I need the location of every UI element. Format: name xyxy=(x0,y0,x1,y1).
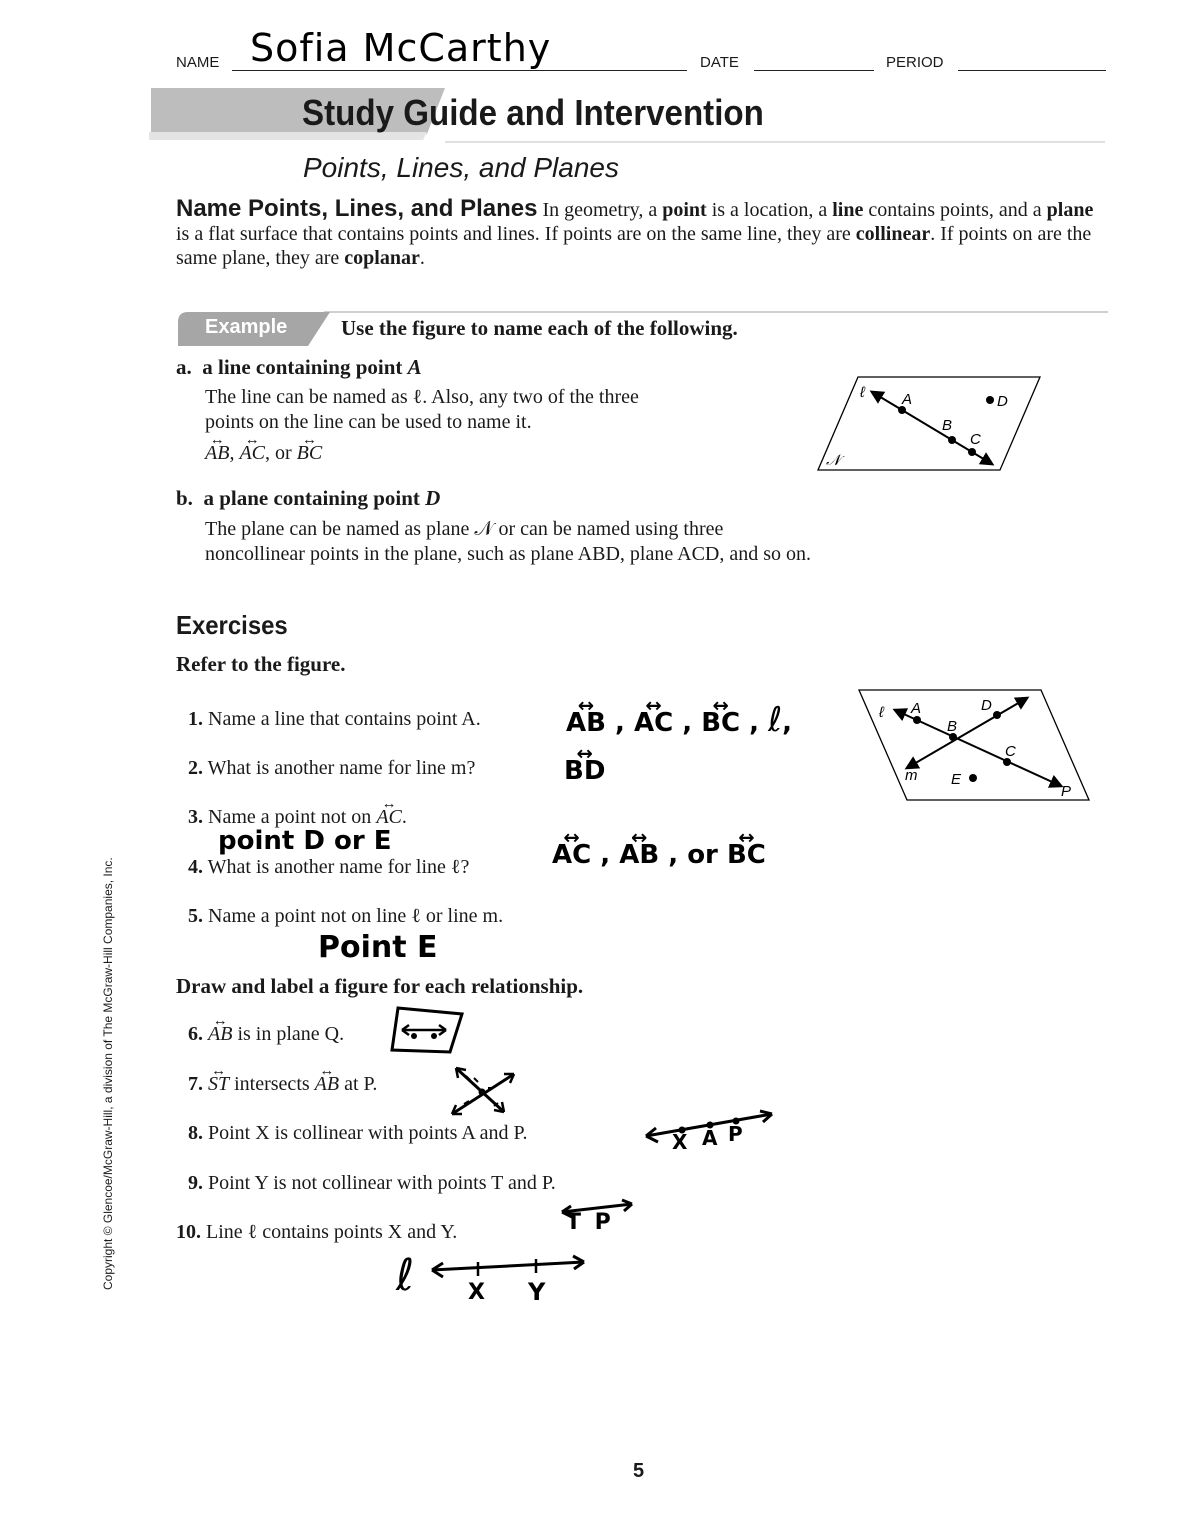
label-d-ex: D xyxy=(981,697,992,714)
page-subtitle: Points, Lines, and Planes xyxy=(303,152,619,183)
refer-text: Refer to the figure. xyxy=(176,652,346,676)
drawing-10-label-x: X xyxy=(468,1280,485,1305)
answer-1-sep1: , xyxy=(615,708,625,738)
period-label: PERIOD xyxy=(886,54,944,71)
exercise-7-num: 7. xyxy=(188,1073,203,1095)
answer-1-sep2: , xyxy=(682,708,693,738)
answer-4-or: or xyxy=(687,840,718,870)
name-value[interactable]: Sofia McCarthy xyxy=(250,26,552,70)
intro-text-6: . xyxy=(419,247,425,269)
section-heading: Name Points, Lines, and Planes xyxy=(176,195,538,222)
point-e-ex xyxy=(969,774,977,782)
exercise-2-num: 2. xyxy=(188,757,203,779)
example-a-answer-1: The line can be named as ℓ. Also, any two of the three xyxy=(205,386,639,408)
term-point: point xyxy=(662,199,707,221)
label-e-ex: E xyxy=(951,771,962,788)
exercise-6 xyxy=(188,1023,344,1046)
label-c-ex: C xyxy=(1005,743,1016,760)
sep-1: , xyxy=(229,442,240,464)
label-d: D xyxy=(997,393,1008,410)
label-p-ex: P xyxy=(1061,783,1072,800)
example-b-question xyxy=(176,486,440,511)
exercise-3-text: Name a point not on xyxy=(208,806,377,828)
label-l-ex: ℓ xyxy=(879,704,884,721)
exercise-8-num: 8. xyxy=(188,1122,203,1144)
drawing-8-label-a: A xyxy=(702,1126,718,1150)
answer-4-sep1: , xyxy=(600,840,611,870)
label-n: 𝒩 xyxy=(826,452,841,469)
answer-4-ab: ↔ AB xyxy=(619,840,659,870)
point-c xyxy=(968,448,976,456)
exercises-heading: Exercises xyxy=(176,610,288,640)
exercise-8 xyxy=(188,1122,527,1145)
exercise-6-line: ↔ AB xyxy=(208,1023,232,1046)
example-b-question-text: a plane containing point xyxy=(203,486,426,510)
answer-2[interactable] xyxy=(564,756,605,786)
exercise-6-text: is in plane Q. xyxy=(232,1023,345,1045)
example-a-label: a. xyxy=(176,355,192,379)
point-d xyxy=(986,396,994,404)
example-a-question-text: a line containing point xyxy=(202,355,408,379)
exercise-2 xyxy=(188,757,475,780)
example-b-answer-2: noncollinear points in the plane, such as plane ABD, plane ACD, and so on. xyxy=(205,543,812,565)
exercise-3-line: ↔ AC xyxy=(376,806,402,829)
intro-text-5: . If points on are the same plane, they are xyxy=(176,223,1092,269)
drawing-8-label-p: P xyxy=(728,1122,743,1146)
exercise-1-num: 1. xyxy=(188,708,203,730)
answer-1-sep4: , xyxy=(782,708,793,738)
point-a-ex xyxy=(913,716,921,724)
answer-4-ac: ↔ AC xyxy=(552,840,591,870)
date-label: DATE xyxy=(700,54,739,71)
exercise-9-text: Point Y is not collinear with points T and P. xyxy=(208,1172,556,1194)
exercise-4-text: What is another name for line ℓ? xyxy=(207,856,470,878)
drawing-7-intersect[interactable] xyxy=(444,1062,524,1124)
page-title: Study Guide and Intervention xyxy=(302,92,764,133)
answer-3[interactable]: point D or E xyxy=(218,826,392,856)
answer-2-bd: ↔ BD xyxy=(564,756,605,786)
label-l: ℓ xyxy=(860,384,865,401)
line-name-ab: ↔ AB xyxy=(205,442,229,465)
drawing-10-label-l: ℓ xyxy=(396,1250,415,1301)
line-name-bc: ↔ BC xyxy=(297,442,323,465)
exercise-7-mid: intersects xyxy=(229,1073,315,1095)
label-b: B xyxy=(942,417,953,434)
name-label: NAME xyxy=(176,54,220,71)
date-line[interactable] xyxy=(754,70,874,71)
example-a-answer-3 xyxy=(205,442,322,465)
exercise-10-text: Line ℓ contains points X and Y. xyxy=(206,1221,458,1243)
exercise-5-text: Name a point not on line ℓ or line m. xyxy=(208,905,504,927)
label-c: C xyxy=(970,431,981,448)
answer-1-bc: ↔ BC xyxy=(701,708,740,738)
exercise-7-line-ab: ↔ AB xyxy=(315,1073,339,1096)
answer-1-l: ℓ xyxy=(768,700,783,740)
exercise-2-text: What is another name for line m? xyxy=(207,757,476,779)
drawing-9-labels: T P xyxy=(566,1210,611,1235)
drawing-8-label-x: X xyxy=(672,1130,688,1154)
name-line xyxy=(232,70,687,71)
exercise-figure xyxy=(855,686,1095,804)
exercise-10-num: 10. xyxy=(176,1221,201,1243)
answer-1-sep3: , xyxy=(749,708,760,738)
exercise-7-line-st: ↔ ST xyxy=(208,1073,229,1096)
term-coplanar: coplanar xyxy=(344,247,420,269)
exercise-9-num: 9. xyxy=(188,1172,203,1194)
exercise-3-post: . xyxy=(401,806,407,828)
term-plane: plane xyxy=(1046,199,1094,221)
example-b-answer-1: The plane can be named as plane 𝒩 or can be named using three xyxy=(205,518,724,540)
exercise-5 xyxy=(188,905,503,928)
drawing-10-label-y: Y xyxy=(528,1278,546,1306)
intro-text-2: is a location, a xyxy=(706,199,833,221)
intro-text-3: contains points, and a xyxy=(863,199,1047,221)
answer-1[interactable] xyxy=(566,700,792,740)
exercise-9 xyxy=(188,1172,556,1195)
term-collinear: collinear xyxy=(855,223,931,245)
point-d-ex xyxy=(993,711,1001,719)
sep-2: , or xyxy=(265,442,297,464)
intro-text-4: is a flat surface that contains points and lines. If points are on the same line, they are xyxy=(176,223,856,245)
label-a: A xyxy=(902,391,913,408)
example-figure xyxy=(810,370,1050,476)
drawing-10-line[interactable] xyxy=(426,1250,592,1284)
intro-paragraph xyxy=(176,197,1106,270)
draw-heading: Draw and label a figure for each relationship. xyxy=(176,974,584,998)
page-number: 5 xyxy=(633,1460,645,1482)
drawing-6-plane[interactable] xyxy=(388,1002,468,1058)
answer-4[interactable] xyxy=(552,840,766,870)
exercise-7-text: at P. xyxy=(339,1073,378,1095)
plane-n xyxy=(818,377,1040,470)
answer-1-ac: ↔ AC xyxy=(634,708,673,738)
term-line: line xyxy=(832,199,864,221)
exercise-4 xyxy=(188,856,469,879)
exercise-1 xyxy=(188,708,481,731)
example-a-var: A xyxy=(407,355,422,379)
example-a-answer-2: points on the line can be used to name it. xyxy=(205,411,532,433)
exercise-10 xyxy=(176,1221,457,1244)
exercise-7 xyxy=(188,1073,377,1096)
example-a-question xyxy=(176,355,422,380)
example-b-label: b. xyxy=(176,486,193,510)
exercise-8-text: Point X is collinear with points A and P. xyxy=(208,1122,528,1144)
line-name-ac: ↔ AC xyxy=(239,442,265,465)
label-m-ex: m xyxy=(905,767,918,784)
label-a-ex: A xyxy=(911,700,922,717)
exercise-5-num: 5. xyxy=(188,905,203,927)
exercise-3-num: 3. xyxy=(188,806,203,828)
answer-4-sep2: , xyxy=(668,840,679,870)
intro-text-1: In geometry, a xyxy=(542,199,663,221)
exercise-1-text: Name a line that contains point A. xyxy=(208,708,481,730)
answer-5[interactable]: Point E xyxy=(318,930,438,965)
point-b xyxy=(948,436,956,444)
example-b-var: D xyxy=(425,486,441,510)
copyright-text: Copyright © Glencoe/McGraw-Hill, a division of The McGraw-Hill Companies, Inc. xyxy=(101,857,115,1290)
exercise-4-num: 4. xyxy=(188,856,203,878)
period-line[interactable] xyxy=(958,70,1106,71)
example-tab-label: Example xyxy=(205,316,288,338)
exercise-6-num: 6. xyxy=(188,1023,203,1045)
answer-4-bc: ↔ BC xyxy=(727,840,766,870)
example-prompt: Use the figure to name each of the following. xyxy=(341,316,738,340)
answer-1-ab: ↔ AB xyxy=(566,708,606,738)
label-b-ex: B xyxy=(947,718,958,735)
